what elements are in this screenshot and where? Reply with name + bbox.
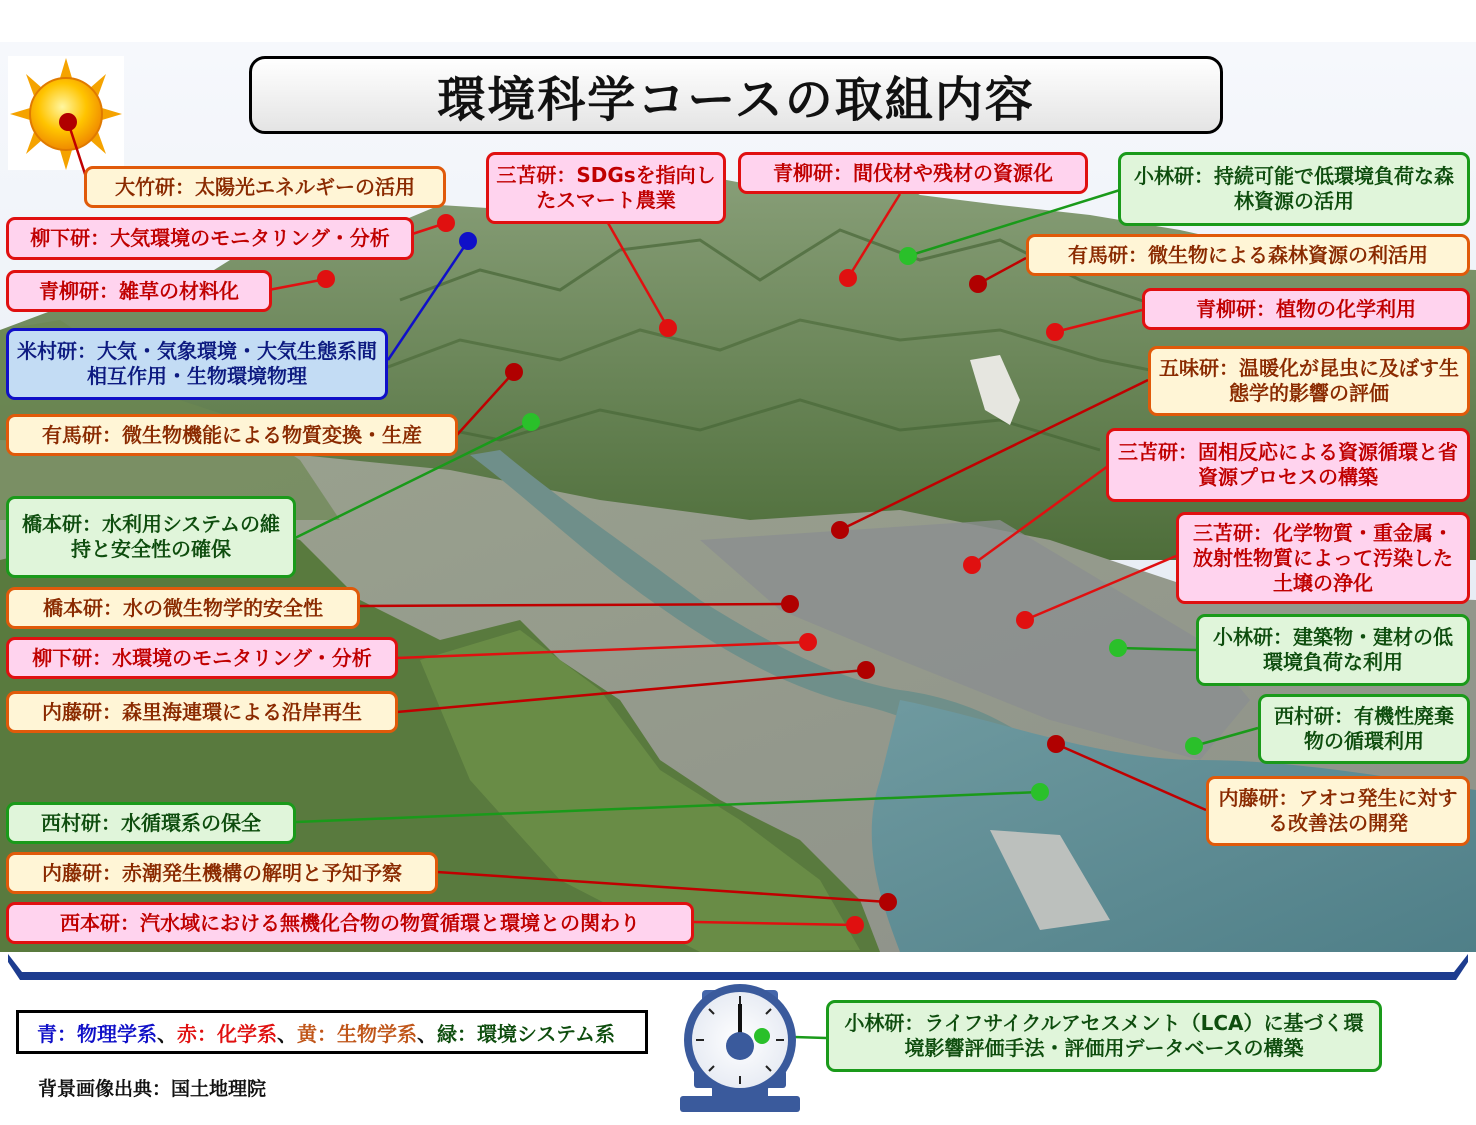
label-hashimoto-water-system-text: 橋本研：水利用システムの維持と安全性の確保 [22, 512, 280, 561]
color-legend [16, 1010, 648, 1054]
label-nishimura-waste [1258, 694, 1470, 764]
timeline-bracket [8, 954, 1468, 980]
label-kobayashi-forest [1118, 152, 1470, 226]
clock-icon [680, 984, 800, 1112]
label-nigaki-sdgs-text: 三苫研：SDGsを指向したスマート農業 [496, 163, 716, 212]
label-nishimoto-estuary: 西本研：汽水域における無機化合物の物質循環と環境との関わり [6, 902, 694, 944]
legend-separator: 、 [157, 1021, 177, 1046]
label-arima-microbe: 有馬研：微生物機能による物質変換・生産 [6, 414, 458, 456]
label-naito-aoko-text: 内藤研：アオコ発生に対する改善法の開発 [1218, 786, 1458, 835]
label-nigaki-soil-text: 三苫研：化学物質・重金属・放射性物質によって汚染した土壌の浄化 [1193, 520, 1453, 595]
legend-chemistry: 赤：化学系 [177, 1021, 277, 1046]
legend-physics: 青：物理学系 [37, 1021, 157, 1046]
label-nigaki-solid-text: 三苫研：固相反応による資源循環と省資源プロセスの構築 [1118, 440, 1458, 489]
label-otake-solar: 大竹研：太陽光エネルギーの活用 [84, 166, 446, 208]
label-kobayashi-lca-text: 小林研：ライフサイクルアセスメント（LCA）に基づく環境影響評価手法・評価用データベースの構築 [844, 1011, 1364, 1060]
label-kobayashi-building-text: 小林研：建築物・建材の低環境負荷な利用 [1213, 625, 1453, 674]
label-hashimoto-microbial-safety: 橋本研：水の微生物学的安全性 [6, 587, 360, 629]
label-yanagishita-air: 柳下研：大気環境のモニタリング・分析 [6, 217, 414, 260]
label-hashimoto-water-system [6, 496, 296, 578]
legend-separator: 、 [417, 1021, 437, 1046]
title-box [249, 56, 1223, 134]
label-kobayashi-building [1196, 614, 1470, 686]
label-nigaki-soil [1176, 512, 1470, 604]
label-naito-satoumi: 内藤研：森里海連環による沿岸再生 [6, 691, 398, 733]
label-kobayashi-lca [826, 1000, 1382, 1072]
label-naito-red-tide: 内藤研：赤潮発生機構の解明と予知予察 [6, 852, 438, 894]
label-yanagishita-water: 柳下研：水環境のモニタリング・分析 [6, 637, 398, 679]
label-nishimura-water-cycle: 西村研：水循環系の保全 [6, 802, 296, 844]
label-gomi-warming-text: 五味研：温暖化が昆虫に及ぼす生態学的影響の評価 [1159, 356, 1459, 405]
legend-separator: 、 [277, 1021, 297, 1046]
label-yonemura-text: 米村研：大気・気象環境・大気生態系間相互作用・生物環境物理 [17, 339, 377, 388]
label-aoyagi-weed: 青柳研：雑草の材料化 [6, 270, 272, 312]
label-aoyagi-thinning: 青柳研：間伐材や残材の資源化 [738, 152, 1088, 194]
label-naito-aoko [1206, 776, 1470, 846]
label-nigaki-sdgs [486, 152, 726, 224]
label-nigaki-solid [1106, 428, 1470, 502]
legend-biology: 黄：生物学系 [297, 1021, 417, 1046]
label-gomi-warming [1148, 346, 1470, 416]
image-credit: 背景画像出典：国土地理院 [38, 1078, 267, 1100]
label-yonemura [6, 328, 388, 400]
label-nishimura-waste-text: 西村研：有機性廃棄物の循環利用 [1274, 704, 1454, 753]
label-kobayashi-forest-text: 小林研：持続可能で低環境負荷な森林資源の活用 [1134, 164, 1454, 213]
legend-environment-system: 緑：環境システム系 [437, 1021, 615, 1046]
label-arima-forest: 有馬研：微生物による森林資源の利活用 [1026, 234, 1470, 276]
label-aoyagi-plant: 青柳研：植物の化学利用 [1142, 288, 1470, 330]
page-title: 環境科学コースの取組内容 [437, 71, 1035, 128]
